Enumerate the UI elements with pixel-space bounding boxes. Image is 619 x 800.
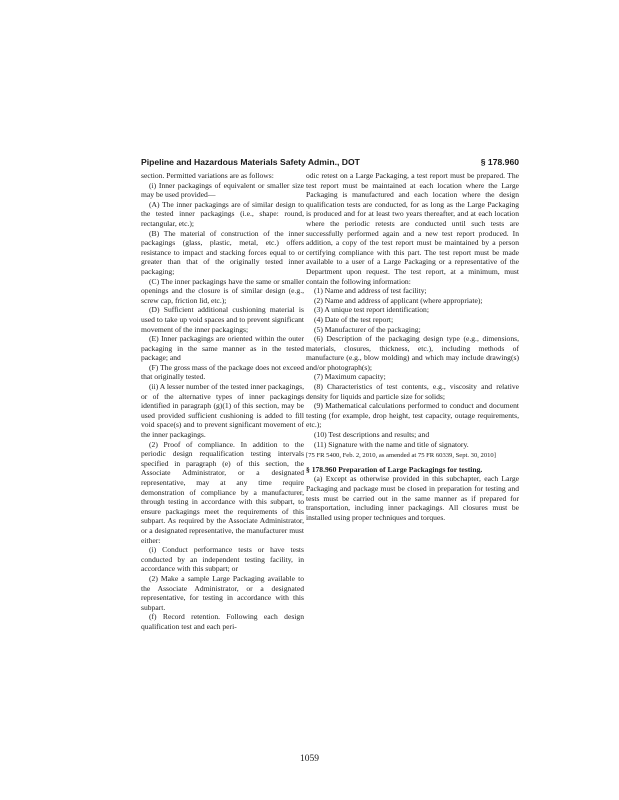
paragraph: (f) Record retention. Following each design qualification test and each peri- [141,612,304,631]
paragraph: (A) The inner packagings are of similar design to the tested inner packagings (i.e., shape: round, rectangular, etc.); [141,199,304,228]
section-heading: § 178.960 Preparation of Large Packagings for testing. [306,464,483,474]
paragraph: (ii) A lesser number of the tested inner packagings, or of the alternative types of inner packagings identified in paragraph (g)(1) of this section, may be used provided sufficient cushioning is added to fill void space(s) and to prevent significant movement of the inner packagings. [141,382,304,440]
paragraph: (i) Inner packagings of equivalent or smaller size may be used provided— [141,180,304,200]
paragraph: (9) Mathematical calculations performed to conduct and document testing (for example, drop height, test capacity, outage requirements, etc.); [306,401,519,430]
paragraph: (8) Characteristics of test contents, e.g., viscosity and relative density for liquids and particle size for solids; [306,382,519,401]
header-agency: Pipeline and Hazardous Materials Safety Admin., DOT [141,157,360,167]
left-column [141,171,304,632]
paragraph: (2) Proof of compliance. In addition to the periodic design requalification testing intervals specified in paragraph (e) of this section, the Associate Administrator, or a designated representative, may at any time require demonstration of compliance by a manufacturer, through testing in accordance with this subpart, to ensure packagings meet the requirements of this subpart. As required by the Associate Administrator, or a designated representative, the manufacturer must either: [141,439,304,545]
paragraph: (10) Test descriptions and results; and [314,430,430,440]
right-column [306,171,519,522]
paragraph: (2) Name and address of applicant (where appropriate); [314,295,483,305]
paragraph: (i) Conduct performance tests or have tests conducted by an independent testing facility, in accordance with this subpart; or [141,545,304,574]
paragraph: (3) A unique test report identification; [314,305,429,315]
paragraph: odic retest on a Large Packaging, a test report must be prepared. The test report must be maintained at each location where the Large Packaging is manufactured and each location where the design qualification tests are conducted, for as long as the Large Packaging is produced and for at least two years thereafter, and at each location where the periodic retests are conducted until such tests are successfully performed again and a new test report produced. In addition, a copy of the test report must be maintained by a person certifying compliance with this part. The test report must be made available to a user of a Large Packaging or a representative of the Department upon request. The test report, at a minimum, must contain the following information: [306,171,519,286]
paragraph: (1) Name and address of test facility; [314,286,427,296]
header-section: § 178.960 [480,157,519,167]
paragraph: (7) Maximum capacity; [314,372,386,382]
paragraph: (E) Inner packagings are oriented within the outer packaging in the same manner as in the tested package; and [141,334,304,363]
paragraph: (a) Except as otherwise provided in this subchapter, each Large Packaging and package must be closed in preparation for testing and tests must be carried out in the same manner as if prepared for transportation, including inner packagings. All closures must be installed using proper techniques and torques. [306,474,519,522]
paragraph: (F) The gross mass of the package does not exceed that originally tested. [141,362,304,382]
paragraph: (11) Signature with the name and title of signatory. [314,439,469,449]
running-header [141,157,519,169]
paragraph: (6) Description of the packaging design type (e.g., dimensions, materials, closures, thickness, etc.), including methods of manufacture (e.g., blow molding) and which may include drawing(s) and/or photograph(s); [306,334,519,372]
paragraph: section. Permitted variations are as follows: [141,171,274,180]
page-number: 1059 [300,754,319,764]
paragraph: (D) Sufficient additional cushioning material is used to take up void spaces and to prevent significant movement of the inner packagings; [141,305,304,334]
paragraph: (B) The material of construction of the inner packagings (glass, plastic, metal, etc.) offers resistance to impact and stacking forces equal to or greater than that of the originally tested inner packaging; [141,228,304,276]
amendment-citation: [75 FR 5400, Feb. 2, 2010, as amended at 75 FR 60339, Sept. 30, 2010] [306,452,496,460]
paragraph: (2) Make a sample Large Packaging available to the Associate Administrator, or a designated representative, for testing in accordance with this subpart. [141,573,304,612]
paragraph: (5) Manufacturer of the packaging; [314,324,421,334]
paragraph: (C) The inner packagings have the same or smaller openings and the closure is of similar design (e.g., screw cap, friction lid, etc.); [141,276,304,305]
paragraph: (4) Date of the test report; [314,314,394,324]
